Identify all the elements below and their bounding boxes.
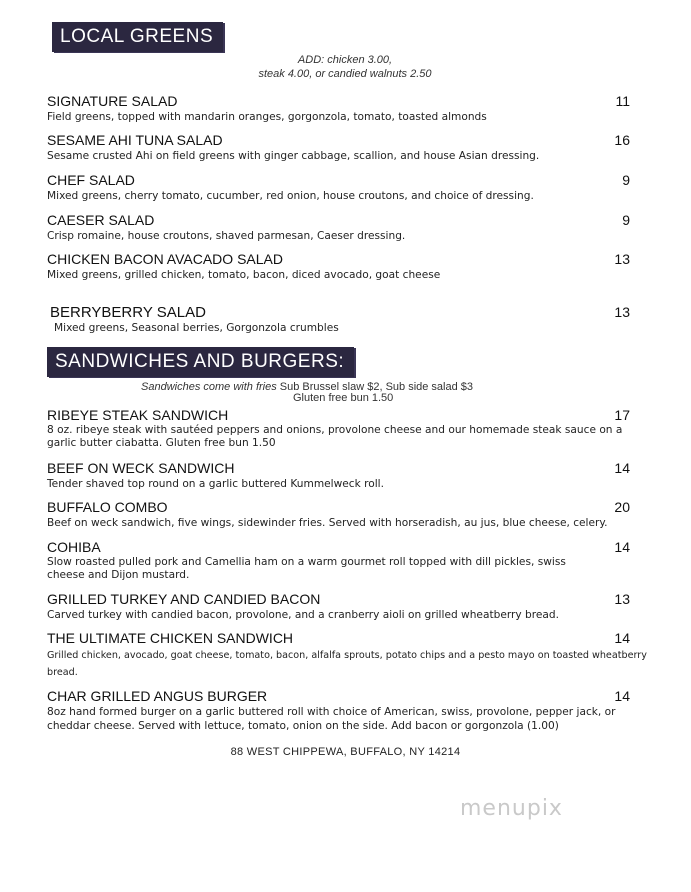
gluten-free-note: Gluten free bun 1.50	[293, 392, 394, 404]
item-price: 9	[622, 212, 630, 228]
sandwich-note-italic: Sandwiches come with fries	[141, 381, 277, 393]
item-description: Carved turkey with candied bacon, provolone, and a cranberry aioli on grilled wheatberry bread.	[47, 609, 559, 621]
item-name: GRILLED TURKEY AND CANDIED BACON	[47, 591, 321, 607]
item-price: 13	[614, 591, 630, 607]
item-description: Field greens, topped with mandarin oranges, gorgonzola, tomato, toasted almonds	[47, 111, 487, 123]
item-name: CHAR GRILLED ANGUS BURGER	[47, 688, 268, 704]
item-name: BERRYBERRY SALAD	[50, 304, 206, 321]
item-price: 11	[615, 93, 630, 109]
item-price: 14	[614, 630, 630, 646]
item-description: Sesame crusted Ahi on field greens with ginger cabbage, scallion, and house Asian dressing.	[47, 150, 540, 162]
item-description: Beef on weck sandwich, five wings, sidewinder fries. Served with horseradish, au jus, blue cheese, celery.	[47, 517, 608, 529]
item-description: Mixed greens, grilled chicken, tomato, bacon, diced avocado, goat cheese	[47, 269, 441, 281]
section-heading-sandwiches: SANDWICHES AND BURGERS:	[47, 347, 354, 377]
sandwich-note-subs: Sub Brussel slaw $2, Sub side salad $3	[279, 381, 474, 393]
add-ons-line-2: steak 4.00, or candied walnuts 2.50	[258, 68, 432, 80]
restaurant-address: 88 WEST CHIPPEWA, BUFFALO, NY 14214	[230, 746, 461, 758]
item-name: COHIBA	[47, 539, 101, 555]
item-price: 13	[614, 304, 630, 320]
item-price: 14	[614, 460, 630, 476]
item-name: SIGNATURE SALAD	[47, 93, 178, 109]
item-description: Crisp romaine, house croutons, shaved parmesan, Caeser dressing.	[47, 230, 406, 242]
add-ons-note	[200, 53, 490, 81]
item-name: CAESER SALAD	[47, 212, 155, 228]
item-price: 20	[614, 499, 630, 515]
item-price: 17	[614, 407, 630, 423]
item-name: CHEF SALAD	[47, 172, 135, 188]
item-price: 9	[622, 172, 630, 188]
item-description: Mixed greens, Seasonal berries, Gorgonzola crumbles	[54, 322, 339, 334]
item-name: CHICKEN BACON AVACADO SALAD	[47, 251, 283, 267]
item-name: SESAME AHI TUNA SALAD	[47, 132, 223, 148]
menupix-watermark: menupix	[460, 796, 563, 821]
item-description: Slow roasted pulled pork and Camellia ham on a warm gourmet roll topped with dill pickles, swiss cheese and Dijon mustard.	[47, 556, 566, 581]
section-heading-local-greens: LOCAL GREENS	[52, 22, 223, 52]
item-name: BUFFALO COMBO	[47, 499, 168, 515]
item-name: THE ULTIMATE CHICKEN SANDWICH	[47, 630, 294, 646]
item-price: 13	[614, 251, 630, 267]
item-description: Grilled chicken, avocado, goat cheese, tomato, bacon, alfalfa sprouts, potato chips and a pesto mayo on toasted wheatberry bread.	[47, 650, 647, 678]
item-description: 8oz hand formed burger on a garlic buttered roll with choice of American, swiss, provolone, pepper jack, or cheddar cheese. Served with lettuce, tomato, onion on the side. Add bacon or gorgonzola (1.00)	[47, 706, 616, 732]
item-name: RIBEYE STEAK SANDWICH	[47, 407, 229, 423]
item-description: Tender shaved top round on a garlic buttered Kummelweck roll.	[47, 478, 384, 490]
item-name: BEEF ON WECK SANDWICH	[47, 460, 235, 476]
add-ons-line-1: ADD: chicken 3.00,	[297, 54, 393, 66]
item-description: 8 oz. ribeye steak with sautéed peppers and onions, provolone cheese and our homemade steak sauce on a garlic butter ciabatta. Gluten free bun 1.50	[47, 424, 623, 449]
item-price: 16	[614, 132, 630, 148]
item-price: 14	[614, 688, 630, 704]
item-description: Mixed greens, cherry tomato, cucumber, red onion, house croutons, and choice of dressing.	[47, 190, 534, 202]
item-price: 14	[614, 539, 630, 555]
